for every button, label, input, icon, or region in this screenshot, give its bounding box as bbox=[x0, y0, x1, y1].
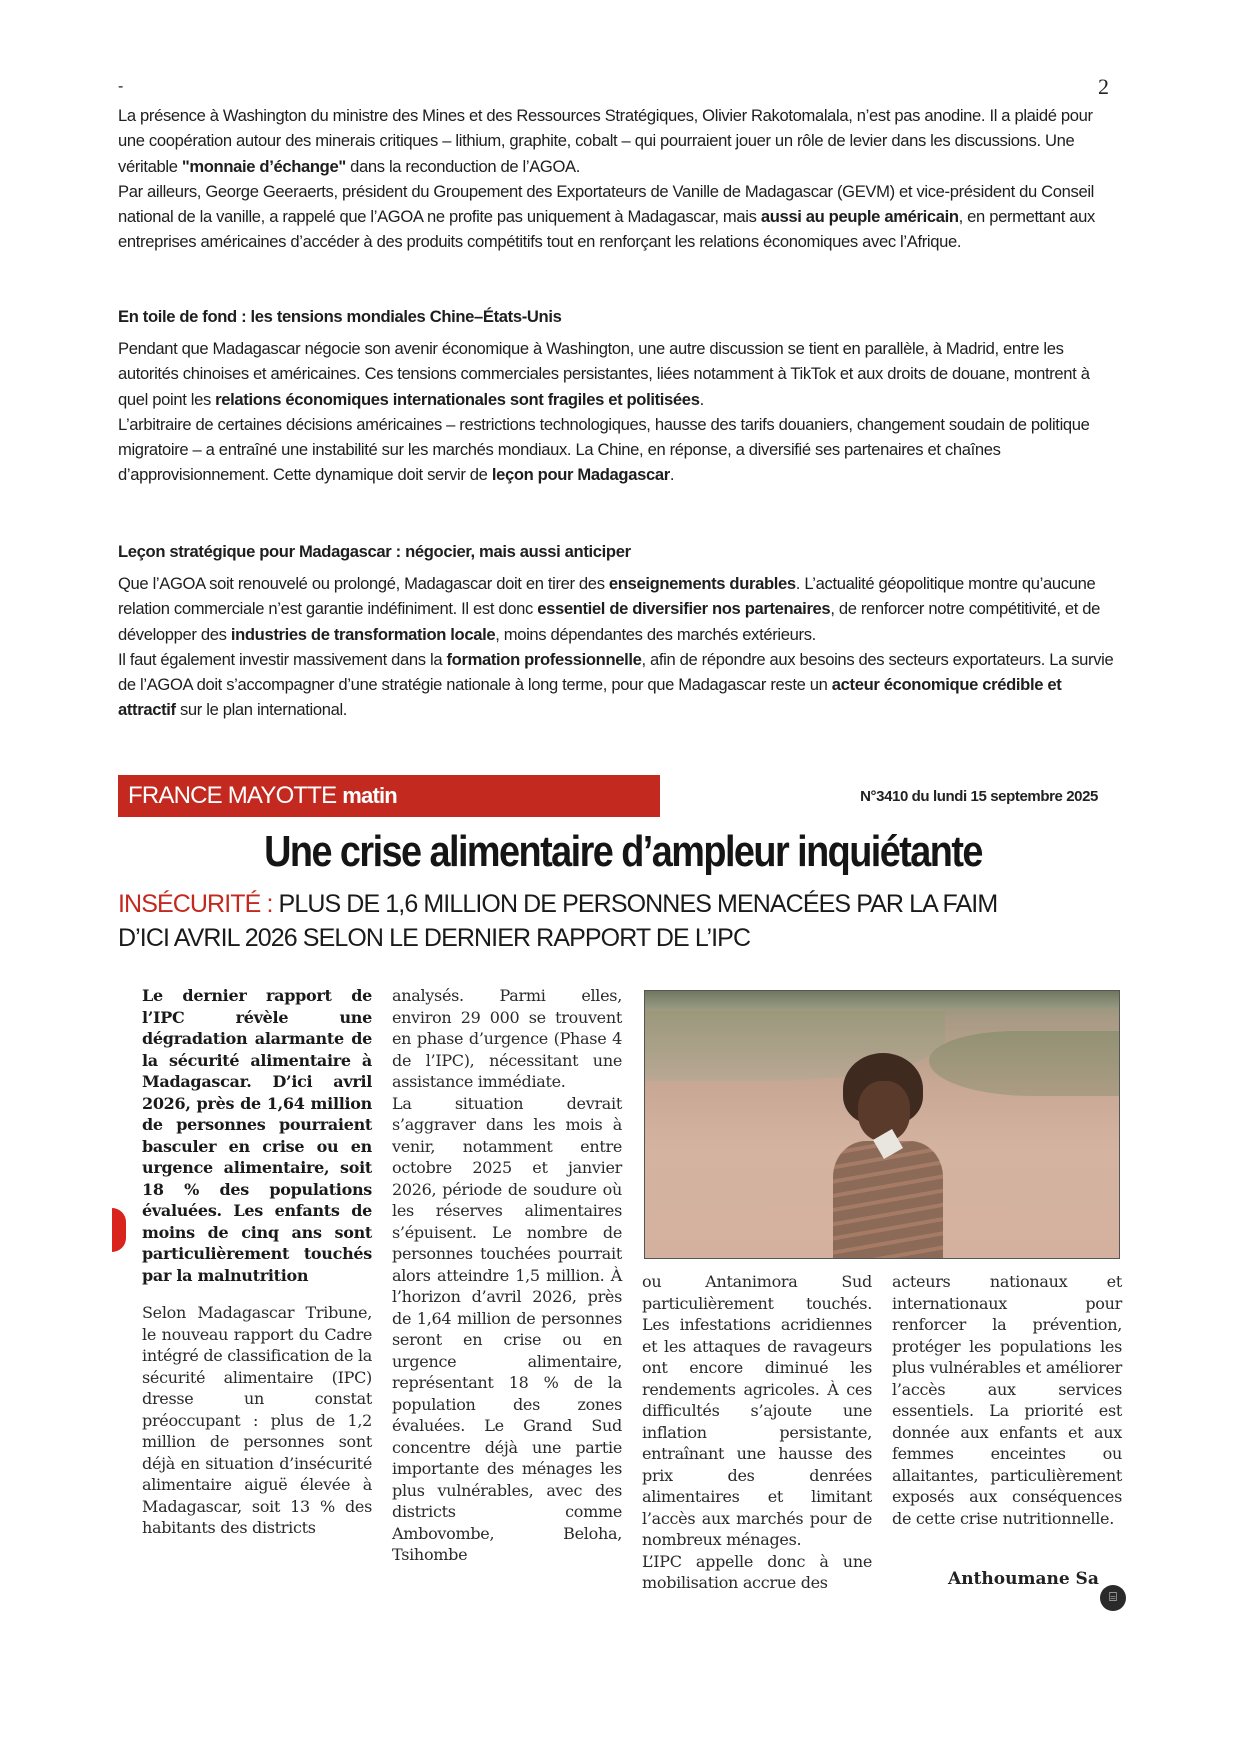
paragraph: Que l’AGOA soit renouvelé ou prolongé, Madagascar doit en tirer des enseignements durables. L’actualité géopolitique montre qu’aucune relation commerciale n’est garantie indéfiniment. Il est donc essentiel de diversifier nos partenaires, de renforcer notre compétitivité, et de développer des industries de transformation locale, moins dépendantes des marchés extérieurs. bbox=[118, 574, 1101, 644]
tensions-block bbox=[118, 336, 1118, 488]
section-heading-tensions: En toile de fond : les tensions mondiales Chine–États-Unis bbox=[118, 307, 562, 326]
col3-paragraph-2: L’IPC appelle donc à une mobilisation accrue des bbox=[642, 1551, 872, 1592]
issue-date: N°3410 du lundi 15 septembre 2025 bbox=[860, 788, 1098, 805]
section-heading-lecon: Leçon stratégique pour Madagascar : négocier, mais aussi anticiper bbox=[118, 542, 631, 561]
column-1 bbox=[142, 985, 372, 1539]
paragraph: La présence à Washington du ministre des Mines et des Ressources Stratégiques, Olivier Rakotomalala, n’est pas anodine. Il a plaidé pour une coopération autour des minerais critiques – lithium, graphite, cobalt – qui pourraient jouer un rôle de levier dans les discussions. Une véritable "monnaie d’échange" dans la reconduction de l’AGOA. bbox=[118, 106, 1093, 176]
masthead bbox=[118, 775, 660, 817]
intro-block bbox=[118, 103, 1118, 255]
paragraph: L’arbitraire de certaines décisions américaines – restrictions technologiques, hausse des tarifs douaniers, changement soudain de politique migratoire – a entraîné une instabilité sur les marchés mondiaux. La Chine, en réponse, a diversifié ses partenaires et chaînes d’approvisionnement. Cette dynamique doit servir de leçon pour Madagascar. bbox=[118, 414, 1090, 485]
masthead-sub: matin bbox=[342, 783, 397, 808]
col1-paragraph: Selon Madagascar Tribune, le nouveau rapport du Cadre intégré de classification de la sécurité alimentaire (IPC) dresse un constat préoccupant : plus de 1,2 million de personnes sont déjà en situation d’insécurité alimentaire aiguë élevée à Madagascar, soit 13 % des habitants des districts bbox=[142, 1303, 372, 1537]
column-4 bbox=[892, 1271, 1122, 1529]
col4-paragraph: acteurs nationaux et internationaux pour renforcer la prévention, protéger les populations les plus vulnérables et améliorer l’accès aux services essentiels. La priorité est donnée aux enfants et aux femmes enceintes ou allaitantes, particulièrement exposés aux conséquences de cette crise nutritionnelle. bbox=[892, 1272, 1122, 1528]
leading-dash: - bbox=[118, 78, 124, 95]
subhead-line-1: PLUS DE 1,6 MILLION DE PERSONNES MENACÉES PAR LA FAIM bbox=[272, 890, 998, 918]
lead-paragraph: Le dernier rapport de l’IPC révèle une dégradation alarmante de la sécurité alimentaire à Madagascar. D’ici avril 2026, près de 1,64 million de personnes pourraient basculer en crise ou en urgence alimentaire, soit 18 % des populations évaluées. Les enfants de moins de cinq ans sont particulièrement touchés par la malnutrition bbox=[142, 986, 372, 1285]
paragraph: Il faut également investir massivement dans la formation professionnelle, afin de répondre aux besoins des secteurs exportateurs. La survie de l’AGOA doit s’accompagner d’une stratégie nationale à long terme, pour que Madagascar reste un acteur économique crédible et attractif sur le plan international. bbox=[118, 649, 1114, 720]
headline: Une crise alimentaire d’ampleur inquiétante bbox=[264, 827, 982, 876]
col3-paragraph-1: ou Antanimora Sud particulièrement touchés. Les infestations acridiennes et les attaques de ravageurs ont encore diminué les rendements agricoles. À ces difficultés s’ajoute une inflation persistante, entraînant une hausse des prix des denrées alimentaires et limitant l’accès aux marchés pour de nombreux ménages. bbox=[642, 1272, 872, 1549]
page-number: 2 bbox=[1098, 74, 1109, 99]
col2-paragraph-2: La situation devrait s’aggraver dans les mois à venir, notamment entre octobre 2025 et janvier 2026, période de soudure où les réserves alimentaires s’épuisent. Le nombre de personnes touchées pourrait alors atteindre 1,5 million. À l’horizon d’avril 2026, près de 1,64 million de personnes seront en crise ou en urgence alimentaire, représentant 18 % de la population des zones évaluées. Le Grand Sud concentre déjà une partie importante des ménages les plus vulnérables, avec des districts comme Ambovombe, Beloha, Tsihombe bbox=[392, 1093, 622, 1564]
red-marker bbox=[112, 1208, 126, 1252]
newspaper-clipping bbox=[118, 775, 1128, 1615]
paragraph: Par ailleurs, George Geeraerts, président du Groupement des Exportateurs de Vanille de Madagascar (GEVM) et vice-président du Conseil national de la vanille, a rappelé que l’AGOA ne profite pas uniquement à Madagascar, mais aussi au peuple américain, en permettant aux entreprises américaines d’accéder à des produits compétitifs tout en renforçant les relations économiques avec l’Afrique. bbox=[118, 181, 1095, 252]
byline: Anthoumane Sa bbox=[948, 1569, 1099, 1589]
lecon-block bbox=[118, 571, 1118, 723]
column-2 bbox=[392, 985, 622, 1566]
article-photo bbox=[644, 990, 1120, 1259]
subheadline bbox=[118, 887, 1138, 955]
masthead-title: FRANCE MAYOTTE bbox=[128, 782, 337, 809]
kicker: INSÉCURITÉ : bbox=[118, 890, 273, 918]
column-3 bbox=[642, 1271, 872, 1594]
paragraph: Pendant que Madagascar négocie son avenir économique à Washington, une autre discussion se tient en parallèle, à Madrid, entre les autorités chinoises et américaines. Ces tensions commerciales persistantes, liées notamment à TikTok et aux droits de douane, montrent à quel point les relations économiques internationales sont fragiles et politisées. bbox=[118, 339, 1090, 409]
subhead-line-2: D’ICI AVRIL 2026 SELON LE DERNIER RAPPORT DE L’IPC bbox=[118, 924, 751, 952]
scan-text-icon[interactable]: ⌸ bbox=[1100, 1585, 1126, 1611]
col2-paragraph-1: analysés. Parmi elles, environ 29 000 se trouvent en phase d’urgence (Phase 4 de l’IPC), nécessitant une assistance immédiate. bbox=[392, 986, 622, 1091]
